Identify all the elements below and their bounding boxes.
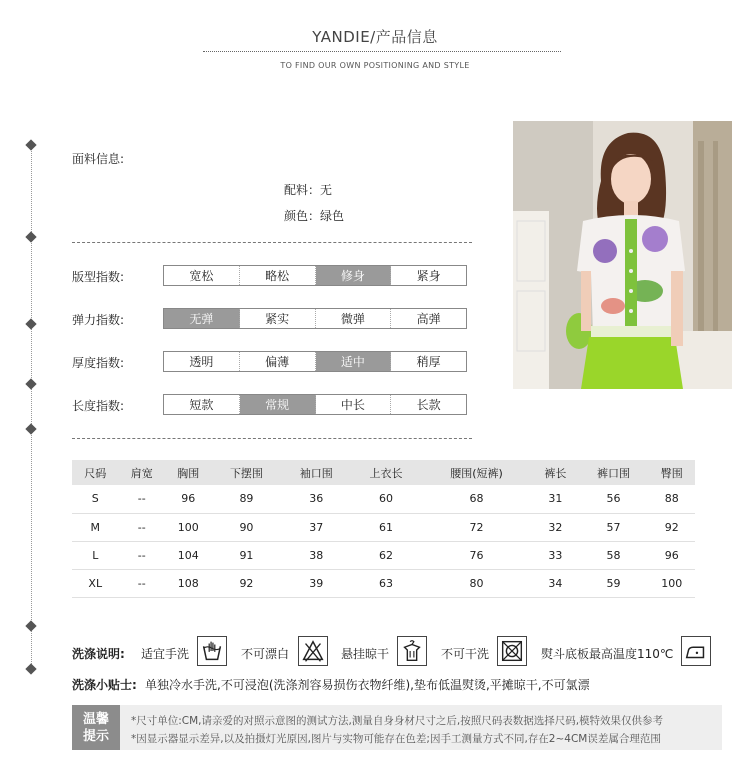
table-cell: -- [119,569,166,597]
table-cell: 56 [579,485,649,513]
elasticity-option: 微弹 [316,309,392,328]
accessory-info: 配料：无 [284,183,333,197]
hang-dry-icon [397,636,427,666]
table-cell: 61 [351,513,421,541]
column-header: 裤长 [532,460,579,485]
diamond-bullet-icon [25,378,36,389]
table-cell: 80 [421,569,532,597]
washing-tips-text: 单独冷水手洗,不可浸泡(洗涤剂容易损伤衣物纤维),垫布低温熨烫,平摊晾干,不可氯漂 [145,678,590,692]
table-cell: M [72,513,119,541]
thickness-option-selected: 适中 [316,352,392,371]
fit-option: 略松 [240,266,316,285]
length-option: 长款 [416,398,441,412]
fit-option: 紧身 [416,269,441,283]
table-cell: 68 [421,485,532,513]
fit-index-scale [163,265,467,286]
table-cell: -- [119,541,166,569]
table-cell: 76 [421,541,532,569]
header-divider [203,51,561,52]
elasticity-index-label: 弹力指数: [72,313,125,327]
table-cell: 31 [532,485,579,513]
table-cell: 92 [212,569,282,597]
hand-wash-text: 适宜手洗 [141,647,190,661]
diamond-bullet-icon [25,139,36,150]
length-index-scale [163,394,467,415]
thickness-index-scale [163,351,467,372]
table-cell: XL [72,569,119,597]
notice-text-line: *因显示器显示差异,以及拍摄灯光原因,图片与实物可能存在色差;因手工测量方式不同,存在2~4CM误差属合理范围 [131,733,661,745]
table-cell: 34 [532,569,579,597]
diamond-bullet-icon [25,620,36,631]
thickness-option: 偏薄 [240,352,316,371]
table-cell: 58 [579,541,649,569]
elasticity-index-scale [163,308,467,329]
table-cell: 62 [351,541,421,569]
column-header: 上衣长 [351,460,421,485]
notice-badge-line: 提示 [82,728,109,744]
column-header: 腰围(短裤) [421,460,532,485]
table-cell: 88 [648,485,695,513]
table-cell: -- [119,513,166,541]
table-cell: 60 [351,485,421,513]
section-divider [72,242,472,243]
table-cell: -- [119,485,166,513]
model-photo [513,121,732,389]
column-header: 胸围 [165,460,212,485]
table-row [72,569,695,597]
table-cell: 108 [165,569,212,597]
fabric-info-label: 面料信息: [72,152,125,166]
column-header: 裤口围 [579,460,649,485]
column-header: 袖口围 [281,460,351,485]
length-option-selected: 常规 [240,395,316,414]
left-guide-line [31,148,32,668]
thickness-option: 稍厚 [416,355,441,369]
table-row [72,485,695,513]
table-cell: 89 [212,485,282,513]
iron-icon [681,636,711,666]
size-table [72,460,695,598]
table-cell: L [72,541,119,569]
table-cell: 37 [281,513,351,541]
elasticity-option: 高弹 [416,312,441,326]
table-cell: 100 [165,513,212,541]
table-cell: 92 [648,513,695,541]
table-cell: 63 [351,569,421,597]
table-cell: 57 [579,513,649,541]
iron-text: 熨斗底板最高温度110℃ [541,647,674,661]
fit-option-selected: 修身 [316,266,392,285]
washing-title: 洗涤说明: [72,647,125,661]
section-divider [72,438,472,439]
table-cell: 72 [421,513,532,541]
table-cell: 100 [648,569,695,597]
hang-dry-text: 悬挂晾干 [341,647,390,661]
table-cell: 90 [212,513,282,541]
table-cell: 96 [648,541,695,569]
notice-text-line: *尺寸单位:CM,请亲爱的对照示意图的测试方法,测量自身身材尺寸之后,按照尺码表数据选择尺码,模特效果仅供参考 [131,715,664,727]
column-header: 肩宽 [119,460,166,485]
diamond-bullet-icon [25,231,36,242]
thickness-index-label: 厚度指数: [72,356,125,370]
notice-box [72,705,722,750]
fit-option: 宽松 [164,266,240,285]
no-dry-clean-text: 不可干洗 [441,647,490,661]
elasticity-option: 紧实 [240,309,316,328]
notice-badge-line: 温馨 [82,711,109,727]
page-title: YANDIE/产品信息 [312,28,438,46]
hand-wash-icon [197,636,227,666]
table-cell: 38 [281,541,351,569]
page-subtitle: TO FIND OUR OWN POSITIONING AND STYLE [280,61,470,70]
table-cell: 104 [165,541,212,569]
length-option: 短款 [164,395,240,414]
table-cell: 39 [281,569,351,597]
table-cell: 32 [532,513,579,541]
table-cell: 91 [212,541,282,569]
no-bleach-icon [298,636,328,666]
table-row [72,541,695,569]
table-cell: 96 [165,485,212,513]
column-header: 尺码 [72,460,119,485]
diamond-bullet-icon [25,318,36,329]
color-info: 颜色：绿色 [284,209,345,223]
no-dry-clean-icon [497,636,527,666]
notice-badge [72,705,120,750]
no-bleach-text: 不可漂白 [241,647,290,661]
diamond-bullet-icon [25,663,36,674]
diamond-bullet-icon [25,423,36,434]
length-index-label: 长度指数: [72,399,125,413]
fit-index-label: 版型指数: [72,270,125,284]
thickness-option: 透明 [164,352,240,371]
washing-tips-title: 洗涤小贴士: [72,678,137,692]
table-cell: 33 [532,541,579,569]
table-cell: 36 [281,485,351,513]
table-row [72,513,695,541]
elasticity-option-selected: 无弹 [164,309,240,328]
table-cell: 59 [579,569,649,597]
column-header: 下摆围 [212,460,282,485]
table-cell: S [72,485,119,513]
column-header: 臀围 [648,460,695,485]
table-header-row [72,460,695,485]
length-option: 中长 [316,395,392,414]
